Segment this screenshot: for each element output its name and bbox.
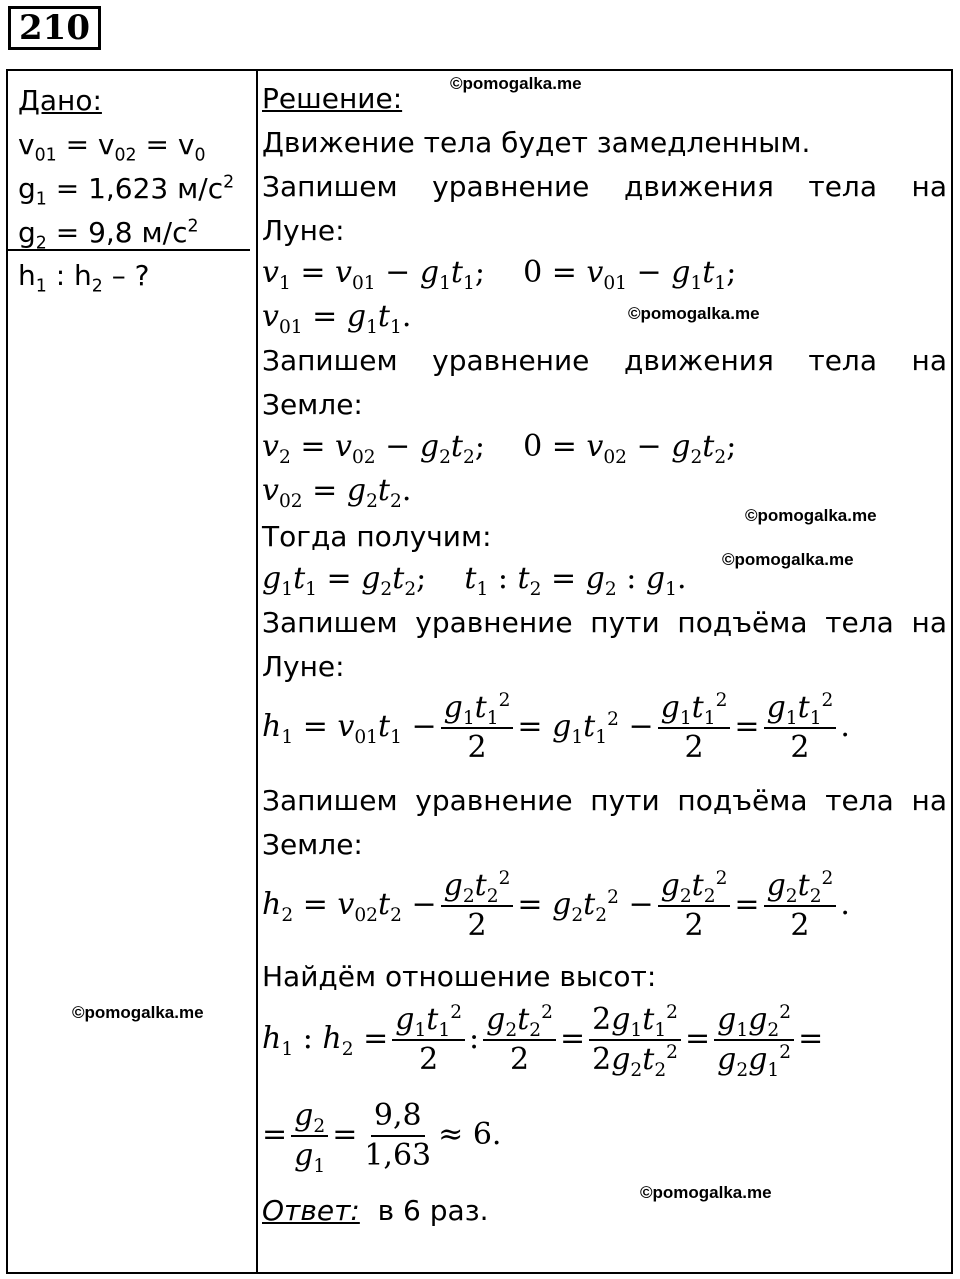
text-moon-path: Запишем уравнение пути подъёма тела на — [262, 606, 947, 639]
text-moon-motion: Запишем уравнение движения тела на — [262, 170, 947, 203]
text-moon-label-2: Луне: — [262, 650, 345, 683]
problem-number: 210 — [8, 6, 101, 50]
ratio-denominator: 1,63 — [364, 1138, 432, 1173]
watermark: ©pomogalka.me — [450, 74, 582, 93]
equation-ratio-2: = $\frac{g_2}{g_1}$ = $\frac{9,8}{1,63}$ ≈ 6. — [262, 1098, 502, 1177]
equation-h1: $h_1 = v_{01}t_1$ − $\frac{g_1t_1^2}{2}$ = $g_1t_1^2$ − $\frac{g_1t_1^2}{2}$ = $\frac{g_1t_1^2}{2}$ . — [262, 690, 850, 765]
text-earth-motion: Запишем уравнение движения тела на — [262, 344, 947, 377]
equation-h2: $h_2 = v_{02}t_2$ − $\frac{g_2t_2^2}{2}$ = $g_2t_2^2$ − $\frac{g_2t_2^2}{2}$ = $\frac{g_2t_2^2}{2}$ . — [262, 868, 850, 943]
watermark: ©pomogalka.me — [72, 1003, 204, 1022]
equation-ratio-1: $h_1$ : $h_2$ = $\frac{g_1t_1^2}{2}$ : $\frac{g_2t_2^2}{2}$ = $\frac{2g_1t_1^2}{2g_2t_2^2}$ = $\frac{g_1g_2^2}{g_2g_1^2}$ = — [262, 1002, 824, 1081]
text-height-ratio: Найдём отношение высот: — [262, 960, 657, 993]
equation-moon-velocity: $v_1 = v_{01} - g_1t_1$; $0 = v_{01} - g_1t_1$; — [262, 255, 737, 294]
text-motion-decelerated: Движение тела будет замедленным. — [262, 126, 811, 159]
watermark: ©pomogalka.me — [745, 506, 877, 525]
column-divider — [256, 71, 258, 1272]
text-earth-path: Запишем уравнение пути подъёма тела на — [262, 784, 947, 817]
equation-earth-velocity: $v_2 = v_{02} - g_2t_2$; $0 = v_{02} - g_2t_2$; — [262, 429, 737, 468]
text-earth-label: Земле: — [262, 388, 363, 421]
watermark: ©pomogalka.me — [640, 1183, 772, 1202]
given-line-g1: $g_1 = 1,623$ $м/с^2$ — [18, 172, 235, 210]
given-line-velocities: $v_{01} = v_{02} = v_0$ — [18, 128, 206, 166]
answer-label: Ответ: — [262, 1194, 360, 1227]
solution-table — [6, 69, 953, 1274]
answer-text: в 6 раз. — [377, 1194, 489, 1227]
ratio-result: ≈ 6. — [438, 1117, 502, 1152]
watermark: ©pomogalka.me — [628, 304, 760, 323]
answer-line — [262, 1189, 488, 1233]
text-moon-label: Луне: — [262, 214, 345, 247]
find-section: $h_1$ : $h_2$ – ? — [18, 259, 150, 297]
equation-earth-v02: $v_{02} = g_2t_2$. — [262, 473, 412, 512]
text-earth-label-2: Земле: — [262, 828, 363, 861]
equation-moon-v01: $v_{01} = g_1t_1$. — [262, 299, 412, 338]
given-line-g2: $g_2 = 9,8$ $м/с^2$ — [18, 216, 199, 254]
text-then: Тогда получим: — [262, 520, 492, 553]
watermark: ©pomogalka.me — [722, 550, 854, 569]
equation-time-ratio: $g_1t_1 = g_2t_2$; $t_1$ : $t_2 = g_2$ : $g_1$. — [262, 561, 687, 600]
given-heading: Дано: — [18, 84, 102, 117]
ratio-numerator: 9,8 — [371, 1097, 425, 1137]
solution-heading: Решение: — [262, 82, 403, 115]
given-section — [18, 79, 234, 255]
